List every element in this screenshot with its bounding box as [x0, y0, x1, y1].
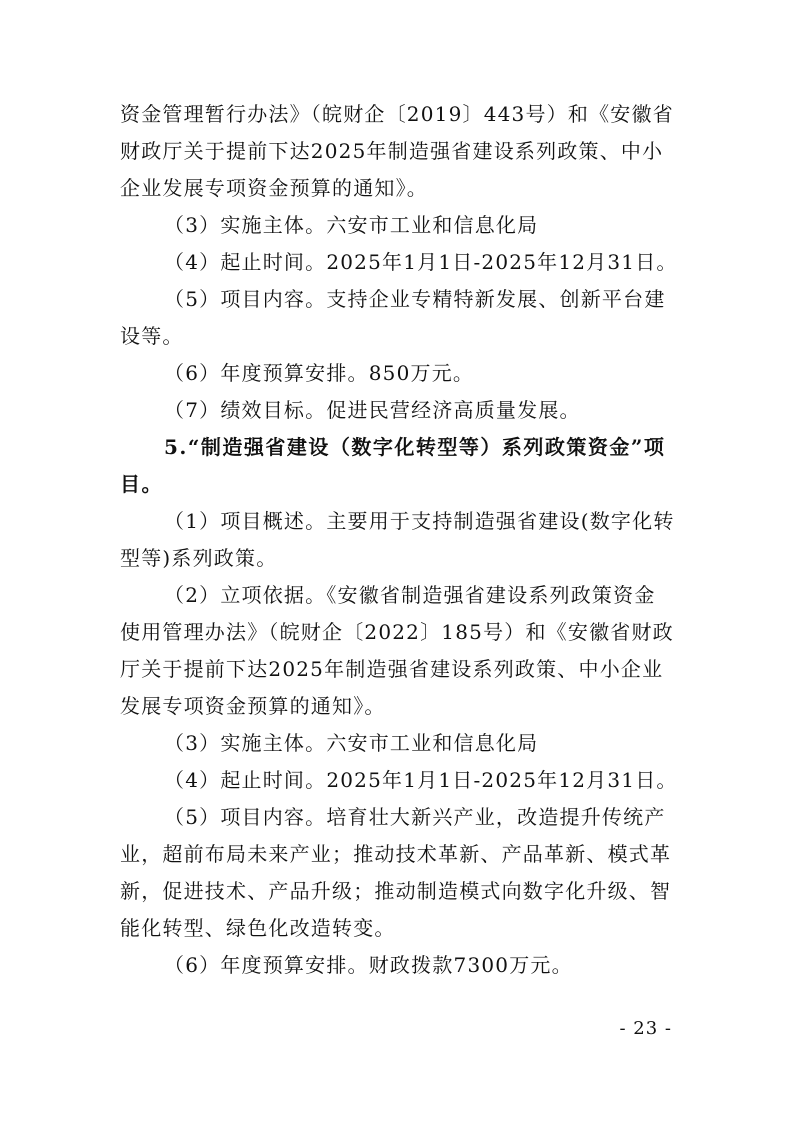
text-line: 发展专项资金预算的通知》。 [120, 694, 386, 718]
text-line: 厅关于提前下达2025年制造强省建设系列政策、中小企业 [120, 657, 664, 681]
text-line: （7）绩效目标。促进民营经济高质量发展。 [164, 398, 581, 422]
text-line: （6）年度预算安排。850万元。 [164, 361, 475, 385]
text-line: （4）起止时间。2025年1月1日-2025年12月31日。 [164, 250, 678, 274]
text-line: （6）年度预算安排。财政拨款7300万元。 [164, 953, 573, 977]
text-line: 设等。 [120, 324, 184, 348]
document-body [120, 96, 678, 984]
text-line: （5）项目内容。培育壮大新兴产业，改造提升传统产 [164, 805, 666, 829]
text-line: 业，超前布局未来产业；推动技术革新、产品革新、模式革 [120, 842, 672, 866]
text-line: （2）立项依据。《安徽省制造强省建设系列政策资金 [164, 583, 656, 607]
text-line: 能化转型、绿色化改造转变。 [120, 916, 396, 940]
section-heading: 目。 [120, 472, 163, 496]
text-line: （1）项目概述。主要用于支持制造强省建设(数字化转 [164, 509, 675, 533]
text-line: 型等)系列政策。 [120, 546, 278, 570]
text-line: （4）起止时间。2025年1月1日-2025年12月31日。 [164, 768, 678, 792]
text-line: （5）项目内容。支持企业专精特新发展、创新平台建 [164, 287, 666, 311]
section-heading: 5.“制造强省建设（数字化转型等）系列政策资金”项 [164, 435, 666, 459]
text-line: （3）实施主体。六安市工业和信息化局 [164, 731, 539, 755]
text-line: （3）实施主体。六安市工业和信息化局 [164, 213, 539, 237]
page-number: - 23 - [619, 1018, 672, 1039]
text-line: 使用管理办法》（皖财企〔2022〕185号）和《安徽省财政 [120, 620, 674, 644]
text-line: 新，促进技术、产品升级；推动制造模式向数字化升级、智 [120, 879, 672, 903]
text-line: 财政厅关于提前下达2025年制造强省建设系列政策、中小 [120, 139, 664, 163]
text-line: 资金管理暂行办法》（皖财企〔2019〕443号）和《安徽省 [120, 102, 674, 126]
text-line: 企业发展专项资金预算的通知》。 [120, 176, 428, 200]
